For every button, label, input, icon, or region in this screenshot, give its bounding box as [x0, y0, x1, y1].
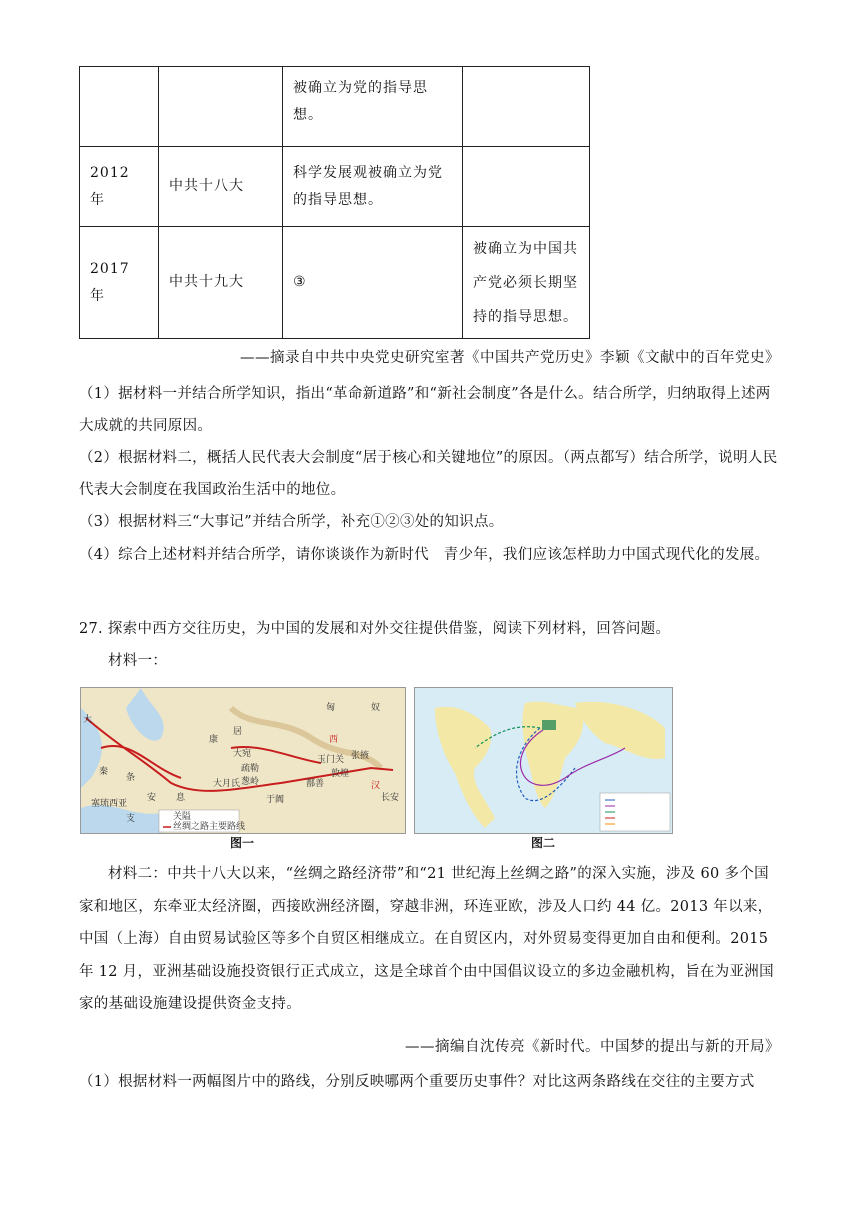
- table-cell-note: [463, 67, 590, 147]
- map-label: 西: [329, 734, 339, 744]
- map-label: 奴: [371, 702, 381, 712]
- table-cell-note: 被确立为中国共产党必须长期坚持的指导思想。: [463, 227, 590, 339]
- material-1-label: 材料一：: [108, 653, 168, 669]
- source-citation-2: ——摘编自沈传亮《新时代。中国梦的提出与新的开局》: [405, 1039, 780, 1055]
- question-3: （3）根据材料三“大事记”并结合所学，补充①②③处的知识点。: [79, 514, 504, 530]
- map-label: 葱岭: [241, 776, 260, 786]
- table-cell-meeting: 中共十八大: [159, 147, 283, 227]
- table-cell-year: [80, 67, 159, 147]
- map-label: 匈: [326, 702, 336, 712]
- map-label: 敦煌: [331, 768, 350, 778]
- question-1: （1）据材料一并结合所学知识，指出“革命新道路”和“新社会制度”各是什么。结合所学，归纳取得上述两大成就的共同原因。: [79, 386, 771, 434]
- map-label: 张掖: [351, 750, 370, 760]
- map-label: 秦: [99, 766, 109, 776]
- table-cell-meeting: [159, 67, 283, 147]
- question-2: （2）根据材料二，概括人民代表大会制度“居于核心和关键地位”的原因。（两点都写）结合所学，说明人民代表大会制度在我国政治生活中的地位。: [79, 450, 778, 498]
- question-27: 27. 探索中西方交往历史，为中国的发展和对外交往提供借鉴，阅读下列材料，回答问题。: [79, 621, 671, 637]
- map-label: 玉门关: [317, 754, 345, 764]
- table-row: [80, 67, 590, 147]
- table-cell-event: ③: [283, 227, 463, 339]
- map-label: 康: [209, 734, 219, 744]
- figure-1-caption: 图一: [230, 836, 255, 850]
- map-label: 疏勒: [241, 763, 260, 773]
- map-label: 安: [147, 792, 157, 802]
- table-row: [80, 147, 590, 227]
- material-2: 材料二：中共十八大以来，“丝绸之路经济带”和“21 世纪海上丝绸之路”的深入实施，涉及 60 多个国家和地区，东牵亚太经济圈，西接欧洲经济圈，穿越非洲，环连亚欧，涉及人口约 44 亿。2013 年以来，中国（上海）自由贸易试验区等多个自贸区相继成立。在自贸区内，对外贸易变得更加自由和便利。2015 年 12 月，亚洲基础设施投资银行正式成立，这是全球首个由中国倡议设立的多边金融机构，旨在为亚洲国家的基础设施建设提供资金支持。: [79, 866, 774, 1012]
- silk-road-map: [80, 687, 406, 834]
- figure-2-caption: 图二: [531, 836, 556, 850]
- map-label: 长安: [381, 792, 400, 802]
- map-label: 大月氏: [213, 778, 241, 788]
- map-label: 鄯善: [306, 778, 325, 788]
- map-label: 塞琉西亚: [91, 798, 128, 808]
- map-label: 支: [126, 813, 136, 823]
- table-cell-year: 2012 年: [80, 147, 159, 227]
- question-27-1: （1）根据材料一两幅图片中的路线，分别反映哪两个重要历史事件？对比这两条路线在交往的主要方式: [79, 1074, 755, 1090]
- map-label: 息: [176, 792, 186, 802]
- table-cell-event: 科学发展观被确立为党的指导思想。: [283, 147, 463, 227]
- table-cell-event: 被确立为党的指导思想。: [283, 67, 463, 147]
- map-label: 居: [233, 726, 243, 736]
- map-label: 汉: [371, 780, 381, 790]
- source-citation: ——摘录自中共中央党史研究室著《中国共产党历史》李颖《文献中的百年党史》: [240, 350, 780, 366]
- legend-label: 关隘: [173, 811, 192, 821]
- question-4: （4）综合上述材料并结合所学，请你谈谈作为新时代 青少年，我们应该怎样助力中国式现代化的发展。: [79, 547, 770, 563]
- legend-label: 丝绸之路主要路线: [173, 821, 246, 831]
- sea-route-map: [414, 687, 673, 834]
- map-label: 大: [83, 714, 93, 724]
- table-cell-meeting: 中共十九大: [159, 227, 283, 339]
- events-table: [79, 66, 590, 339]
- table-cell-year: 2017 年: [80, 227, 159, 339]
- map-label: 于阗: [266, 794, 285, 804]
- map-label: 条: [126, 772, 136, 782]
- table-row: [80, 227, 590, 339]
- map-label: 大宛: [233, 748, 252, 758]
- table-cell-note: [463, 147, 590, 227]
